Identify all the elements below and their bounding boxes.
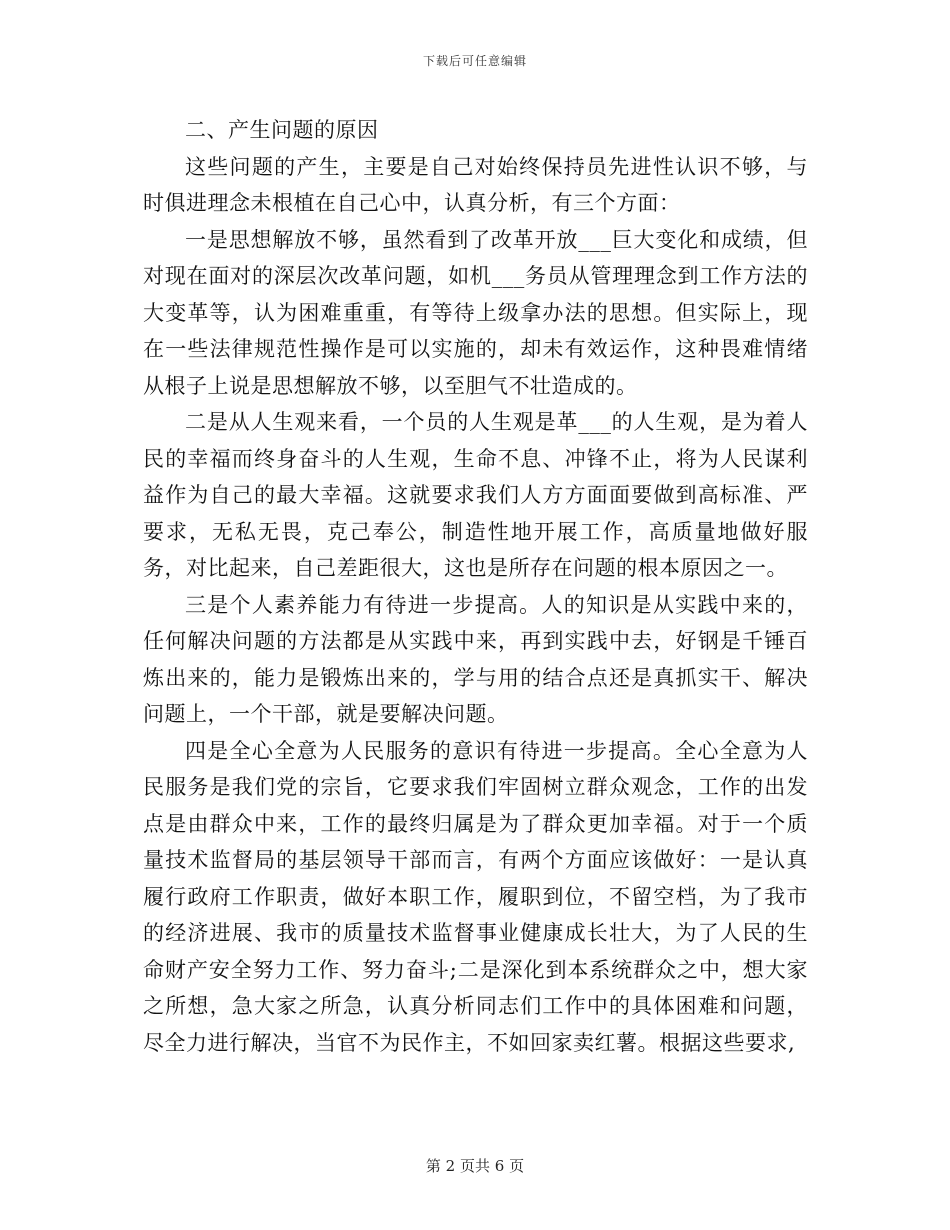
paragraph-point-two: 二是从人生观来看，一个员的人生观是革___的人生观，是为着人民的幸福而终身奋斗的人生观，生命不息、冲锋不止，将为人民谋利益作为自己的最大幸福。这就要求我们人方方面面要做到高标准、严要求，无私无畏，克己奉公，制造性地开展工作，高质量地做好服务，对比起来，自己差距很大，这也是所存在问题的根本原因之一。 (143, 410, 808, 580)
page-header: 下载后可任意编辑 (422, 54, 527, 68)
page-number: 第 2 页共 6 页 (425, 1157, 525, 1175)
paragraph-point-four: 四是全心全意为人民服务的意识有待进一步提高。全心全意为人民服务是我们党的宗旨，它要求我们牢固树立群众观念，工作的出发点是由群众中来，工作的最终归属是为了群众更加幸福。对于一个质量技术监督局的基层领导干部而言，有两个方面应该做好：一是认真履行政府工作职责，做好本职工作，履职到位，不留空档，为了我市的经济进展、我市的质量技术监督事业健康成长壮大，为了人民的生命财产安全努力工作、努力奋斗;二是深化到本系统群众之中，想大家之所想，急大家之所急，认真分析同志们工作中的具体困难和问题，尽全力进行解决，当官不为民作主，不如回家卖红薯。根据这些要求, (143, 738, 808, 1055)
section-heading: 二、产生问题的原因 (185, 118, 379, 142)
paragraph-point-one: 一是思想解放不够，虽然看到了改革开放___巨大变化和成绩，但对现在面对的深层次改革问题，如机___务员从管理理念到工作方法的大变革等，认为困难重重，有等待上级拿办法的思想。但实际上，现在一些法律规范性操作是可以实施的，却未有效运作，这种畏难情绪从根子上说是思想解放不够，以至胆气不壮造成的。 (143, 227, 808, 398)
paragraph-intro: 这些问题的产生，主要是自己对始终保持员先进性认识不够，与时俱进理念未根植在自己心中，认真分析，有三个方面： (143, 154, 808, 215)
document-body (143, 112, 808, 1061)
paragraph-point-three: 三是个人素养能力有待进一步提高。人的知识是从实践中来的，任何解决问题的方法都是从实践中来，再到实践中去，好钢是千锤百炼出来的，能力是锻炼出来的，学与用的结合点还是真抓实干、解决问题上，一个干部，就是要解决问题。 (143, 592, 808, 726)
